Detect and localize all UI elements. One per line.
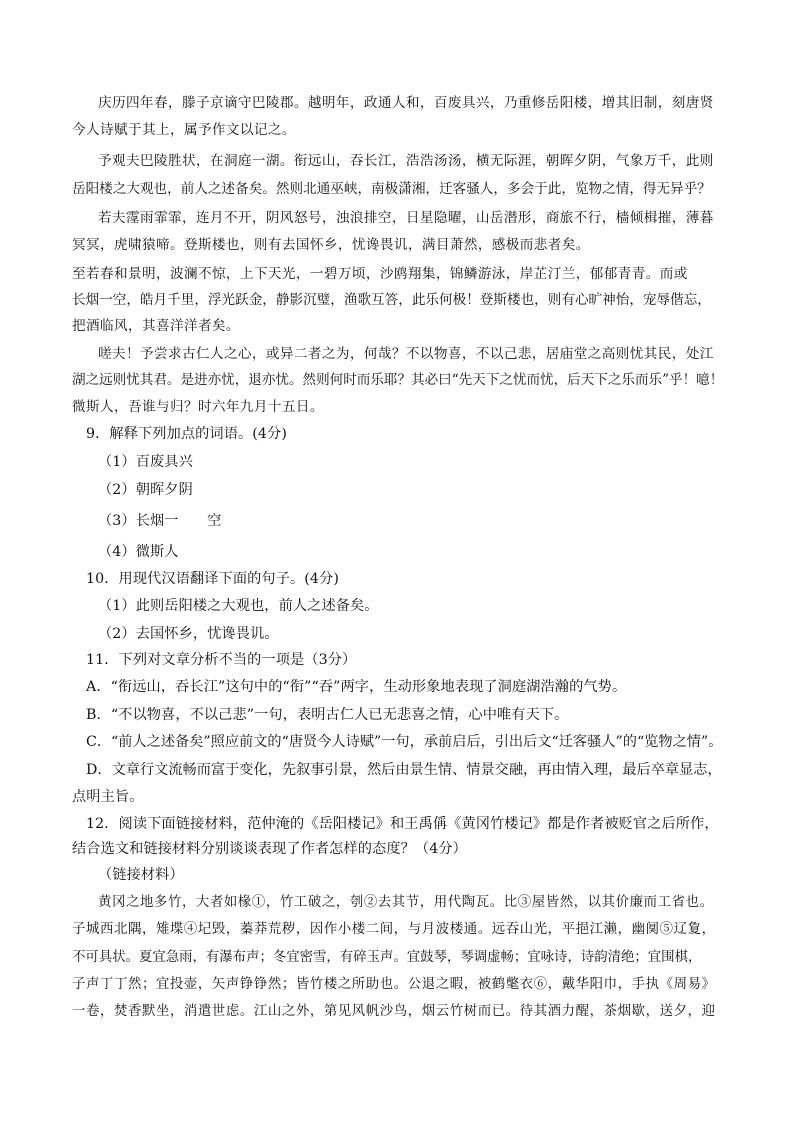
option-b: B．“不以物喜，不以己悲”一句，表明古仁人已无悲喜之情，心中唯有天下。	[86, 707, 569, 723]
passage-line: 若夫霪雨霏霏，连月不开，阴风怒号，浊浪排空，日星隐曜，山岳潜形，商旅不行，樯倾楫摧，薄暮	[98, 210, 714, 226]
question-item: （3）长烟一 空	[98, 513, 222, 529]
passage-line: 嗟夫！予尝求古仁人之心，或异二者之为，何哉？不以物喜，不以己悲，居庙堂之高则忧其民，处江	[98, 346, 714, 362]
passage-line: 至若春和景明，波澜不惊，上下天光，一碧万顷，沙鸥翔集，锦鳞游泳，岸芷汀兰，郁郁青青。而或	[72, 266, 688, 282]
question-item: （2）朝晖夕阴	[98, 482, 193, 498]
question-item: （1）此则岳阳楼之大观也，前人之述备矣。	[98, 598, 379, 614]
option-d: D．文章行文流畅而富于变化，先叙事引景，然后由景生情、情景交融，再由情入理，最后卒章显志，	[86, 762, 722, 778]
question-item: （4）微斯人	[98, 544, 179, 560]
option-c: C．“前人之述备矣”照应前文的“唐贤今人诗赋”一句，承前启后，引出后文“迁客骚人”的“览物之情”。	[86, 734, 723, 750]
linked-material-title: （链接材料）	[98, 867, 184, 883]
linked-material-line: 一卷，焚香默坐，消遣世虑。江山之外，第见风帆沙鸟，烟云竹树而已。待其酒力醒，茶烟歇，送夕，迎	[72, 1004, 716, 1019]
question-item: （1）百废具兴	[98, 454, 193, 470]
question-title: 11．下列对文章分析不当的一项是（3分）	[86, 652, 357, 668]
passage-line: 予观夫巴陵胜状，在洞庭一湖。衔远山，吞长江，浩浩汤汤，横无际涯，朝晖夕阴，气象万千，此则	[98, 153, 714, 169]
passage-line: 长烟一空，皓月千里，浮光跃金，静影沉璧，渔歌互答，此乐何极！登斯楼也，则有心旷神怡，宠辱偕忘，	[72, 292, 711, 308]
passage-line: 湖之远则忧其君。是进亦忧，退亦忧。然则何时而乐耶？其必曰“先天下之忧而忧，后天下之乐而乐”乎！噫！	[72, 372, 724, 388]
linked-material-line: 黄冈之地多竹，大者如椽①，竹工破之，刳②去其节，用代陶瓦。比③屋皆然，以其价廉而工省也。	[98, 895, 714, 910]
passage-line: 微斯人，吾谁与归？时六年九月十五日。	[72, 399, 324, 415]
passage-line: 冥冥，虎啸猿啼。登斯楼也，则有去国怀乡，忧谗畏讥，满目萧然，感极而悲者矣。	[72, 237, 590, 253]
question-title: 9．解释下列加点的词语。(4分)	[86, 426, 287, 442]
passage-line: 庆历四年春，滕子京谪守巴陵郡。越明年，政通人和，百废具兴，乃重修岳阳楼，增其旧制，刻唐贤	[98, 95, 714, 111]
passage-line: 把酒临风，其喜洋洋者矣。	[72, 318, 240, 334]
question-title-continued: 结合选文和链接材料分别谈谈表现了作者怎样的态度？（4分）	[72, 841, 467, 857]
linked-material-line: 不可具状。夏宜急雨，有瀑布声；冬宜密雪，有碎玉声。宜鼓琴，琴调虚畅；宜咏诗，诗韵清绝；宜围棋，	[72, 950, 702, 965]
question-title: 10．用现代汉语翻译下面的句子。(4分)	[86, 571, 339, 587]
question-item: （2）去国怀乡，忧谗畏讥。	[98, 626, 279, 642]
linked-material-line: 子城西北隅，雉堞④圮毁，蓁莽荒秽，因作小楼二间，与月波楼通。远吞山光，平挹江濑，幽阒⑤辽夐，	[72, 922, 716, 937]
option-d-continued: 点明主旨。	[72, 789, 144, 805]
linked-material-line: 子声丁丁然；宜投壶，矢声铮铮然；皆竹楼之所助也。公退之暇，被鹤氅衣⑥，戴华阳巾，手执《周易》	[72, 977, 716, 992]
passage-line: 今人诗赋于其上，属予作文以记之。	[72, 122, 296, 138]
question-title: 12．阅读下面链接材料，范仲淹的《岳阳楼记》和王禹偁《黄冈竹楼记》都是作者被贬官之后所作，	[86, 816, 719, 832]
option-a: A．“衔远山，吞长江”这句中的“衔”“吞”两字，生动形象地表现了洞庭湖浩瀚的气势。	[86, 679, 627, 695]
passage-line: 岳阳楼之大观也，前人之述备矣。然则北通巫峡，南极潇湘，迁客骚人，多会于此，览物之情，得无异乎？	[72, 181, 711, 197]
